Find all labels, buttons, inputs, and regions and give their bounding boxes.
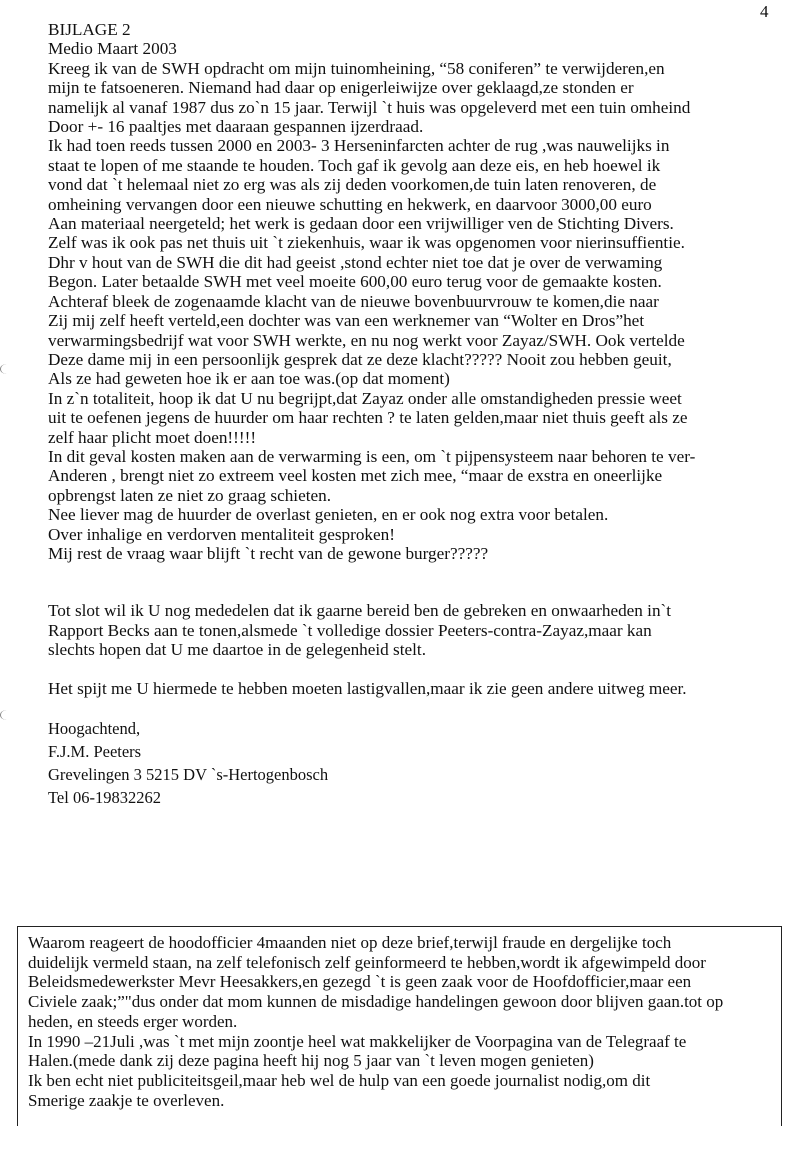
paragraph-line: opbrengst laten ze niet zo graag schieten. <box>48 485 331 505</box>
paragraph-line: Mij rest de vraag waar blijft `t recht van de gewone burger????? <box>48 543 489 563</box>
signature-phone: Tel 06-19832262 <box>48 788 161 807</box>
paragraph-line: Deze dame mij in een persoonlijk gesprek dat ze deze klacht????? Nooit zou hebben geuit, <box>48 349 672 369</box>
note-box <box>17 926 782 1126</box>
closing-line: Rapport Becks aan te tonen,alsmede `t volledige dossier Peeters-contra-Zayaz,maar kan <box>48 620 652 640</box>
paragraph-line: In z`n totaliteit, hoop ik dat U nu begrijpt,dat Zayaz onder alle omstandigheden pressie weet <box>48 388 682 408</box>
paragraph-line: namelijk al vanaf 1987 dus zo`n 15 jaar. Terwijl `t huis was opgeleverd met een tuin omheind <box>48 97 691 117</box>
closing-paragraph <box>48 601 793 659</box>
letter-heading: BIJLAGE 2 <box>48 20 131 39</box>
note-line: heden, en steeds erger worden. <box>28 1011 238 1031</box>
paragraph-line: verwarmingsbedrijf wat voor SWH werkte, en nu nog werkt voor Zayaz/SWH. Ook vertelde <box>48 330 685 350</box>
paragraph-line: Nee liever mag de huurder de overlast genieten, en er ook nog extra voor betalen. <box>48 505 609 525</box>
signature-block <box>48 717 793 809</box>
letter-body <box>48 20 793 809</box>
page-number: 4 <box>760 2 769 21</box>
paragraph-line: Anderen , brengt niet zo extreem veel kosten met zich mee, “maar de exstra en oneerlijke <box>48 466 663 486</box>
punch-hole-mark <box>0 710 13 720</box>
note-line: In 1990 –21Juli ,was `t met mijn zoontje heel wat makkelijker de Voorpagina van de Telegraaf te <box>28 1031 687 1051</box>
apology-line: Het spijt me U hiermede te hebben moeten lastigvallen,maar ik zie geen andere uitweg meer. <box>48 678 687 698</box>
paragraph-gap <box>48 660 793 679</box>
paragraph-line: mijn te fatsoeneren. Niemand had daar op enigerleiwijze over geklaagd,ze stonden er <box>48 78 634 98</box>
paragraph-gap <box>48 563 793 601</box>
paragraph-line: Door +- 16 paaltjes met daaraan gespannen ijzerdraad. <box>48 117 424 137</box>
note-line: duidelijk vermeld staan, na zelf telefonisch zelf geinformeerd te hebben,wordt ik afgewimpeld door <box>28 952 706 972</box>
paragraph-line: Zelf was ik ook pas net thuis uit `t ziekenhuis, waar ik was opgenomen voor nierinsuffientie. <box>48 233 685 253</box>
note-line: Waarom reageert de hoodofficier 4maanden niet op deze brief,terwijl fraude en dergelijke toch <box>28 933 672 952</box>
paragraph-line: uit te oefenen jegens de huurder om haar rechten ? te laten gelden,maar niet thuis geeft als ze <box>48 408 688 428</box>
paragraph-line: Kreeg ik van de SWH opdracht om mijn tuinomheining, “58 coniferen” te verwijderen,en <box>48 58 665 78</box>
closing-line: Tot slot wil ik U nog mededelen dat ik gaarne bereid ben de gebreken en onwaarheden in`t <box>48 601 672 621</box>
paragraph-line: Over inhalige en verdorven mentaliteit gesproken! <box>48 524 395 544</box>
letter-paragraph <box>48 59 793 564</box>
note-line: Civiele zaak;”"dus onder dat mom kunnen de misdadige handelingen gewoon door blijven gaan.tot op <box>28 992 724 1012</box>
letter-date: Medio Maart 2003 <box>48 39 177 59</box>
note-line: Halen.(mede dank zij deze pagina heeft hij nog 5 jaar van `t leven mogen genieten) <box>28 1051 594 1071</box>
signature-address: Grevelingen 3 5215 DV `s-Hertogenbosch <box>48 765 329 784</box>
paragraph-line: staat te lopen of me staande te houden. Toch gaf ik gevolg aan deze eis, en heb hoewel ik <box>48 155 661 175</box>
note-line: Beleidsmedewerkster Mevr Heesakkers,en gezegd `t is geen zaak voor de Hoofdofficier,maar een <box>28 972 692 992</box>
paragraph-gap <box>48 698 793 717</box>
paragraph-line: vond dat `t helemaal niet zo erg was als zij deden voorkomen,de tuin laten renoveren, de <box>48 175 657 195</box>
paragraph-line: omheining vervangen door een nieuwe schutting en hekwerk, en daarvoor 3000,00 euro <box>48 194 652 214</box>
punch-hole-mark <box>0 364 13 374</box>
paragraph-line: Als ze had geweten hoe ik er aan toe was.(op dat moment) <box>48 369 450 389</box>
note-line: Ik ben echt niet publiciteitsgeil,maar heb wel de hulp van een goede journalist nodig,om dit <box>28 1070 651 1090</box>
paragraph-line: Begon. Later betaalde SWH met veel moeite 600,00 euro terug voor de gemaakte kosten. <box>48 272 662 292</box>
closing-line: slechts hopen dat U me daartoe in de gelegenheid stelt. <box>48 640 426 660</box>
paragraph-line: zelf haar plicht moet doen!!!!! <box>48 427 257 447</box>
signature-name: F.J.M. Peeters <box>48 742 142 761</box>
paragraph-line: Aan materiaal neergeteld; het werk is gedaan door een vrijwilliger ven de Stichting Divers. <box>48 214 674 234</box>
paragraph-line: Zij mij zelf heeft verteld,een dochter was van een werknemer van “Wolter en Dros”het <box>48 311 645 331</box>
paragraph-line: Achteraf bleek de zogenaamde klacht van de nieuwe bovenbuurvrouw te komen,die naar <box>48 291 659 311</box>
paragraph-line: Ik had toen reeds tussen 2000 en 2003- 3 Herseninfarcten achter de rug ,was nauwelijks in <box>48 136 670 156</box>
paragraph-line: Dhr v hout van de SWH die dit had geeist ,stond echter niet toe dat je over de verwaming <box>48 252 663 272</box>
note-line: Smerige zaakje te overleven. <box>28 1090 225 1110</box>
paragraph-line: In dit geval kosten maken aan de verwarming is een, om `t pijpensysteem naar behoren te ver- <box>48 446 696 466</box>
signature-greeting: Hoogachtend, <box>48 719 141 738</box>
